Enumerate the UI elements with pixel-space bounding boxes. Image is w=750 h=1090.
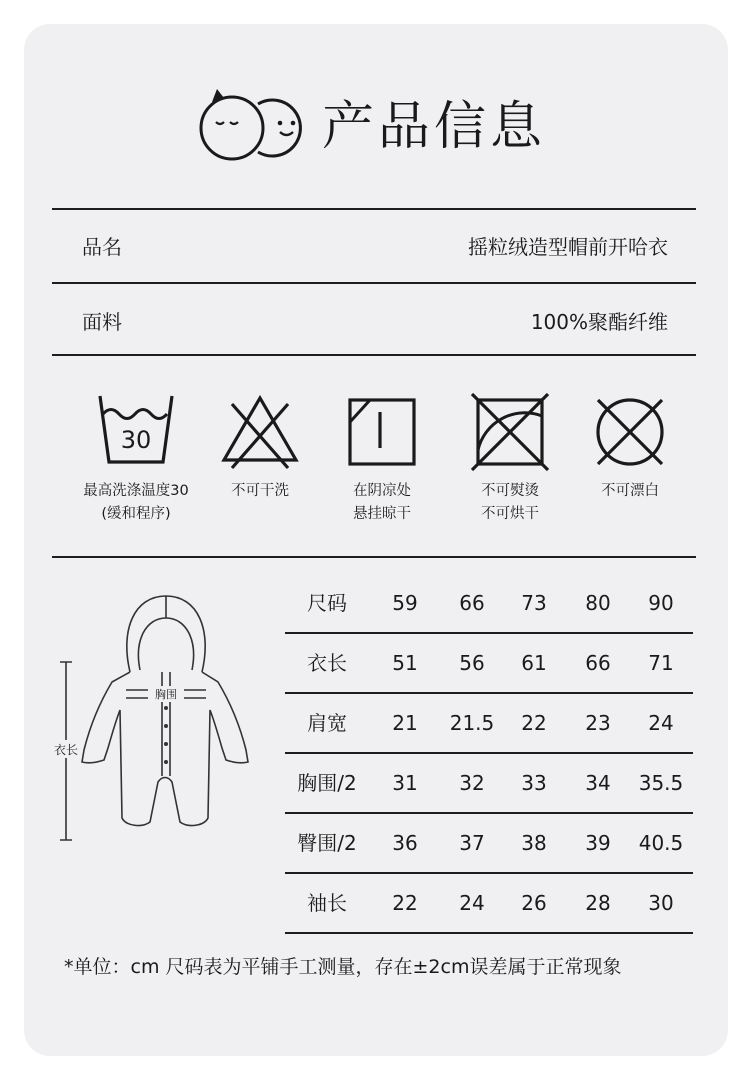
chest-label: 胸围 <box>155 688 177 701</box>
size-cell: 22 <box>521 711 547 735</box>
no-iron-no-tumble-dry-icon <box>468 392 552 472</box>
divider <box>52 282 696 284</box>
size-cell: 21.5 <box>449 711 495 735</box>
care-item-no-bleach <box>560 392 700 503</box>
fabric-value: 100%聚酯纤维 <box>530 310 668 334</box>
size-row-label: 衣长 <box>307 651 347 675</box>
size-cell: 37 <box>459 831 485 855</box>
size-cell: 21 <box>392 711 418 735</box>
size-cell: 28 <box>585 891 611 915</box>
size-cell: 66 <box>459 591 485 615</box>
size-table <box>285 574 693 934</box>
care-label: 不可熨烫 <box>481 483 539 499</box>
size-row-label: 肩宽 <box>307 711 347 735</box>
size-cell: 24 <box>648 711 674 735</box>
size-row-label: 尺码 <box>307 591 347 615</box>
product-name-label: 品名 <box>82 235 122 259</box>
care-label: 不可烘干 <box>481 506 539 522</box>
wash-temperature-text: 30 <box>120 426 152 454</box>
size-cell: 73 <box>521 591 547 615</box>
size-cell: 61 <box>521 651 547 675</box>
length-label: 衣长 <box>54 743 79 757</box>
divider <box>52 556 696 558</box>
size-cell: 39 <box>585 831 611 855</box>
size-cell: 23 <box>585 711 611 735</box>
size-cell: 32 <box>459 771 485 795</box>
size-cell: 59 <box>392 591 418 615</box>
size-cell: 24 <box>459 891 485 915</box>
care-label: (缓和程序) <box>101 506 171 522</box>
care-label: 最高洗涤温度30 <box>83 483 189 499</box>
size-cell: 40.5 <box>638 831 684 855</box>
size-table-row <box>285 634 693 694</box>
divider <box>52 208 696 210</box>
size-cell: 71 <box>648 651 674 675</box>
fabric-label: 面料 <box>82 310 122 334</box>
size-row-label: 臀围/2 <box>297 831 357 855</box>
product-name-value: 摇粒绒造型帽前开哈衣 <box>468 235 668 259</box>
size-cell: 80 <box>585 591 611 615</box>
size-cell: 34 <box>585 771 611 795</box>
care-label: 悬挂晾干 <box>353 506 411 522</box>
care-item-line-dry <box>312 392 452 526</box>
page-title: 产品信息 <box>322 97 547 157</box>
care-label: 在阴凉处 <box>353 483 411 499</box>
size-table-row <box>285 754 693 814</box>
size-row-label: 胸围/2 <box>297 771 357 795</box>
face-logo-icon <box>196 86 308 162</box>
care-item-no-dry-clean <box>190 392 330 503</box>
footnote: *单位：cm 尺码表为平铺手工测量，存在±2cm误差属于正常现象 <box>64 956 622 978</box>
care-label: 不可干洗 <box>231 483 289 499</box>
size-cell: 30 <box>648 891 674 915</box>
size-cell: 22 <box>392 891 418 915</box>
size-cell: 51 <box>392 651 418 675</box>
size-cell: 31 <box>392 771 418 795</box>
wash-30-icon <box>94 392 178 472</box>
size-table-row <box>285 874 693 934</box>
care-item-wash-30 <box>66 392 206 526</box>
size-cell: 35.5 <box>638 771 684 795</box>
size-row-label: 袖长 <box>307 891 347 915</box>
size-table-row <box>285 814 693 874</box>
size-cell: 38 <box>521 831 547 855</box>
divider <box>52 354 696 356</box>
no-dry-clean-icon <box>218 392 302 472</box>
size-cell: 66 <box>585 651 611 675</box>
size-cell: 36 <box>392 831 418 855</box>
romper-illustration <box>54 590 254 850</box>
size-cell: 26 <box>521 891 547 915</box>
size-cell: 90 <box>648 591 674 615</box>
care-item-no-iron <box>440 392 580 526</box>
size-cell: 56 <box>459 651 485 675</box>
care-label: 不可漂白 <box>601 483 659 499</box>
size-cell: 33 <box>521 771 547 795</box>
line-dry-shade-icon <box>340 392 424 472</box>
no-bleach-icon <box>588 392 672 472</box>
size-table-row <box>285 574 693 634</box>
size-table-row <box>285 694 693 754</box>
